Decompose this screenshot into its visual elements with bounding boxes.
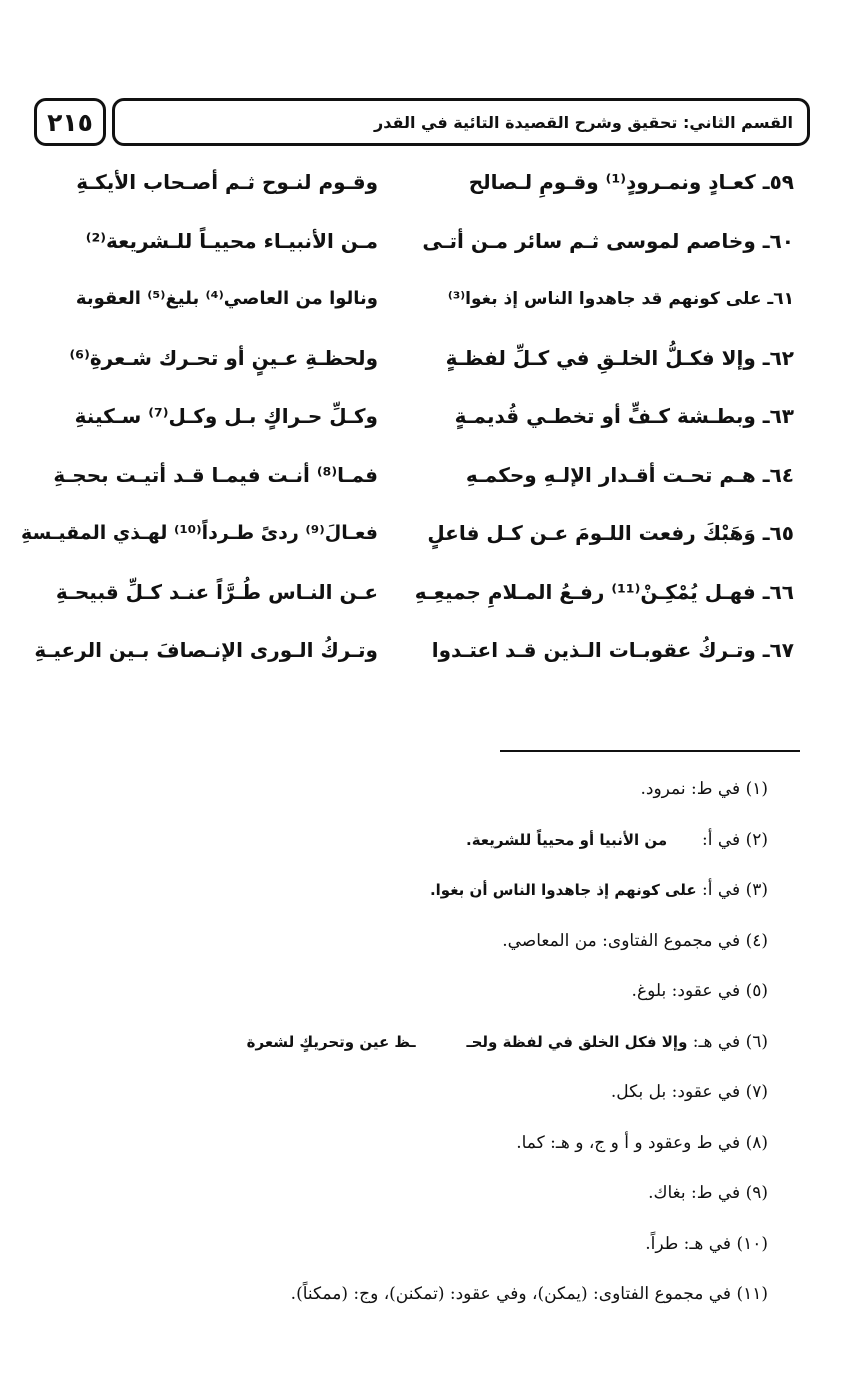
footnote-number: (١١) [736, 1284, 768, 1304]
footnote-number: (٣) [745, 880, 768, 900]
verse-first-hemistich: ٦٤ـ هـم تحـت أقـدار الإلـهِ وحكمـهِ [465, 462, 794, 487]
footnote-variant: وإلا فكل الخلق في لفظة ولحـ [466, 1032, 688, 1051]
poem-verses [0, 157, 856, 684]
verse-row [0, 216, 856, 275]
footnote [48, 972, 768, 1023]
footnote [48, 1073, 768, 1124]
footnote-text: في ط: بغاك. [648, 1183, 741, 1203]
footnote-text: في هـ: [692, 1031, 741, 1052]
footnote-variant: من الأنبيا أو محيياً للشريعة. [466, 830, 668, 849]
footnote-variant-continued: ـظ عين وتحريكٍ لشعرة [246, 1032, 416, 1051]
footnote-number: (١٠) [736, 1233, 768, 1254]
verse-first-hemistich: ٦٢ـ وإلا فكـلُّ الخلـقِ في كـلِّ لفظـةٍ [445, 345, 794, 370]
footnote-separator [500, 750, 800, 752]
footnote-text: في عقود: بل بكل. [610, 1082, 741, 1102]
verse-second-hemistich: فعـالَ⁽⁹⁾ ردىً طـرداً⁽¹⁰⁾ لهـذي المقيـسةِ [21, 522, 378, 544]
footnote-number: (٨) [745, 1132, 768, 1153]
footnote-text: في عقود: بلوغ. [631, 981, 741, 1001]
footnote-number: (٧) [745, 1082, 768, 1102]
verse-row [0, 157, 856, 216]
page-number: ٢١٥ [34, 98, 106, 146]
verse-second-hemistich: وقـوم لنـوح ثـم أصـحاب الأيكـةِ [76, 170, 378, 194]
footnote-text: في ط وعقود و أ و ج، و هـ: كما. [516, 1132, 741, 1153]
footnote-text: في أ: [702, 829, 741, 850]
verse-row [0, 625, 856, 684]
footnote [48, 1124, 768, 1175]
footnote [48, 922, 768, 973]
footnote [48, 1174, 768, 1225]
page-header [34, 98, 810, 150]
footnote-text: في مجموع الفتاوى: (يمكن)، وفي عقود: (تمكنن)، وج: (ممكناً). [290, 1284, 732, 1304]
verse-second-hemistich: وكـلِّ حـراكٍ بـل وكـل⁽⁷⁾ سـكينةِ [74, 404, 378, 428]
footnote [48, 1023, 768, 1074]
footnote-number: (٥) [745, 981, 768, 1001]
verse-second-hemistich: ونالوا من العاصي⁽⁴⁾ بليغ⁽⁵⁾ العقوبة [75, 288, 378, 309]
verse-row [0, 567, 856, 626]
verse-first-hemistich: ٦١ـ على كونهم قد جاهدوا الناس إذ بغوا⁽³⁾ [447, 289, 794, 309]
verse-second-hemistich: عـن النـاس طُـرَّاً عنـد كـلِّ قبيحـةِ [55, 579, 378, 604]
footnote [48, 770, 768, 821]
footnote-text: في هـ: طراً. [645, 1233, 732, 1254]
verse-first-hemistich: ٥٩ـ كعـادٍ ونمـرودٍ⁽¹⁾ وقـومِ لـصالح [468, 170, 794, 194]
footnote-number: (٦) [745, 1031, 768, 1052]
verse-first-hemistich: ٦٦ـ فهـل يُمْكِـنْ⁽¹¹⁾ رفـعُ المـلامِ جميعِـهِ [414, 579, 794, 604]
footnote-number: (٢) [745, 829, 768, 850]
footnote-text: في ط: نمرود. [640, 779, 741, 799]
verse-second-hemistich: وتـركُ الـورى الإنـصافَ بـين الرعيـةِ [34, 638, 378, 662]
footnote-number: (٤) [745, 930, 768, 951]
footnote [48, 871, 768, 922]
verse-row [0, 450, 856, 509]
footnote [48, 821, 768, 872]
verse-second-hemistich: مـن الأنبيـاء محييـاً للـشريعة⁽²⁾ [85, 228, 378, 253]
footnote-number: (٩) [745, 1183, 768, 1203]
verse-row [0, 333, 856, 392]
running-title: القسم الثاني: تحقيق وشرح القصيدة التائية في القدر [112, 98, 810, 146]
footnote-number: (١) [745, 779, 768, 799]
verse-second-hemistich: فمـا⁽⁸⁾ أنـت فيمـا قـد أتيـت بحجـةِ [53, 462, 378, 487]
footnote [48, 1275, 768, 1326]
footnote-text: في مجموع الفتاوى: من المعاصي. [502, 930, 741, 951]
footnote-variant: على كونهم إذ جاهدوا الناس أن بغوا. [429, 881, 697, 899]
verse-row [0, 508, 856, 567]
verse-first-hemistich: ٦٥ـ وَهَبْكَ رفعت اللـومَ عـن كـل فاعلٍ [427, 521, 794, 545]
verse-row [0, 274, 856, 333]
verse-first-hemistich: ٦٣ـ وبطـشة كـفٍّ أو تخطـي قُديمـةٍ [454, 404, 794, 428]
footnotes [48, 770, 768, 1326]
footnote-text: في أ: [702, 880, 741, 900]
footnote [48, 1225, 768, 1276]
verse-second-hemistich: ولحظـةِ عـينٍ أو تحـرك شـعرةِ⁽⁶⁾ [69, 345, 378, 370]
verse-first-hemistich: ٦٠ـ وخاصم لموسى ثـم سائر مـن أتـى [422, 228, 794, 253]
verse-row [0, 391, 856, 450]
verse-first-hemistich: ٦٧ـ وتـركُ عقوبـات الـذين قـد اعتـدوا [431, 638, 794, 662]
